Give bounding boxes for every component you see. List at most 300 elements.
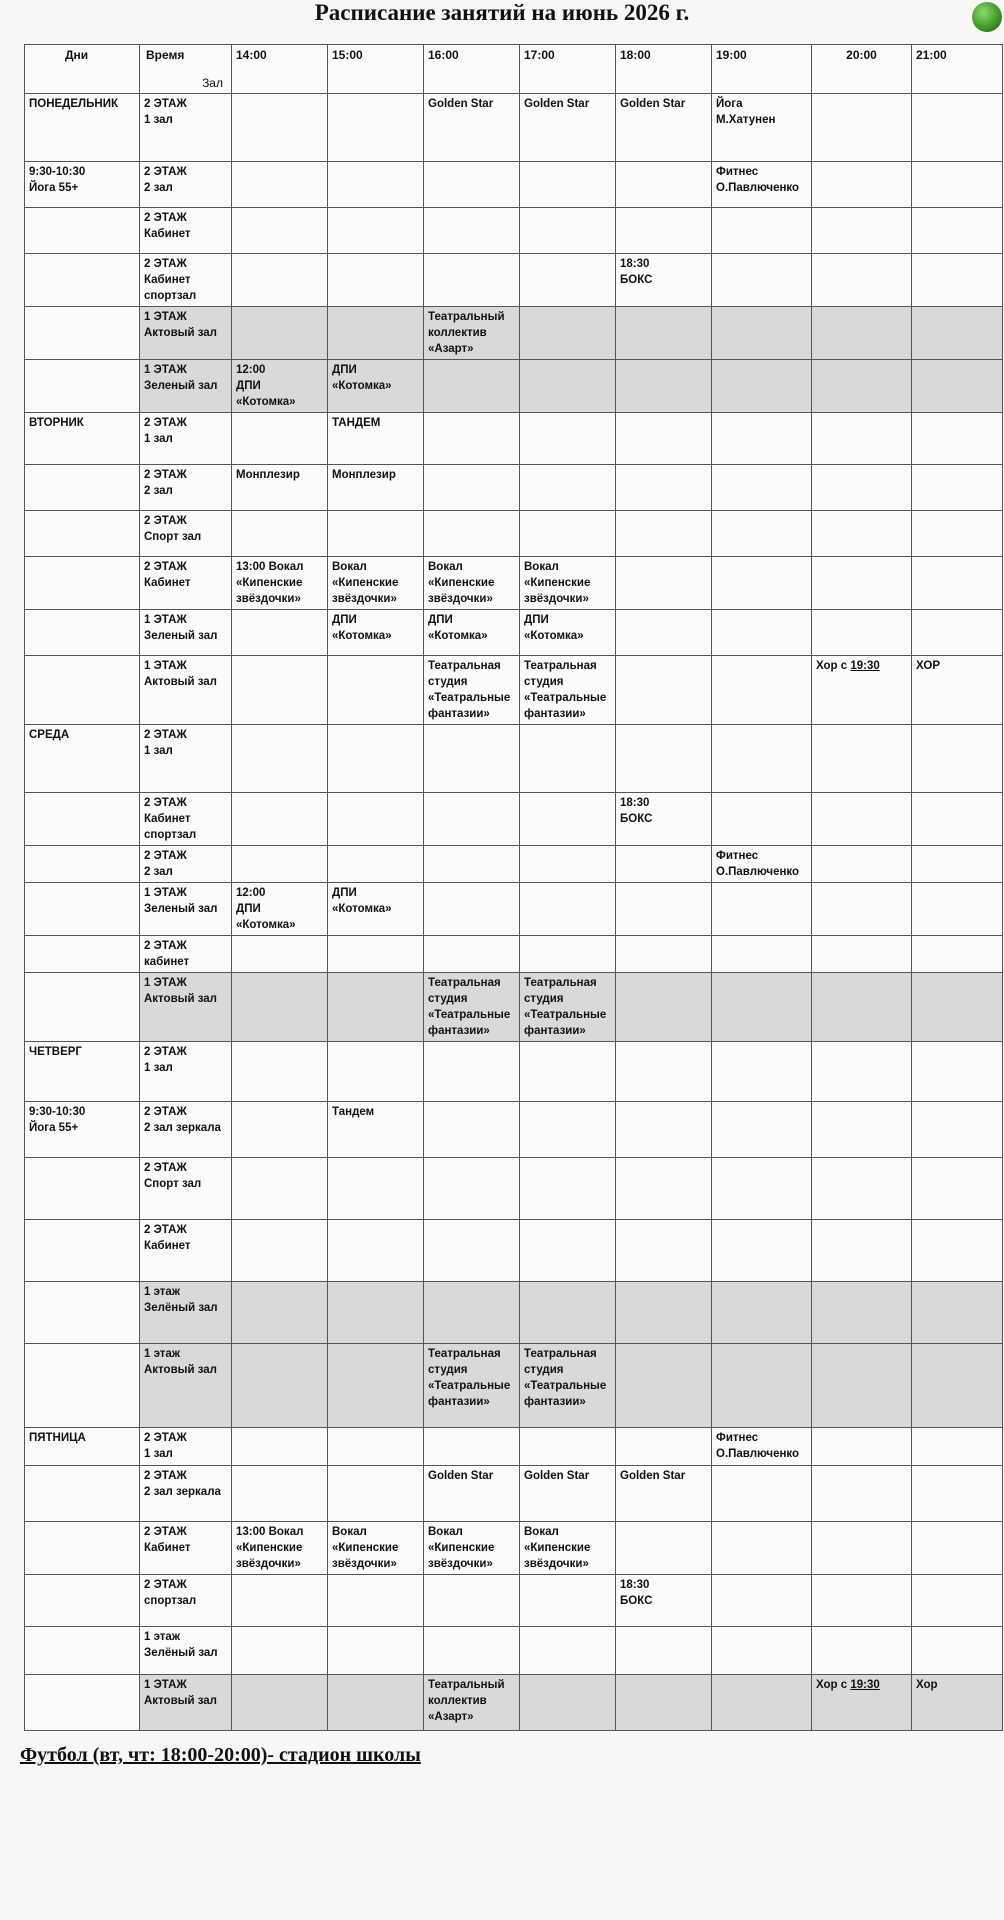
day-cell (25, 360, 140, 413)
activity-cell (520, 1042, 616, 1102)
activity-cell (520, 1675, 616, 1731)
day-cell (25, 656, 140, 725)
activity-cell (616, 1522, 712, 1575)
activity-cell (328, 162, 424, 208)
activity-cell (812, 610, 912, 656)
activity-cell: Golden Star (520, 94, 616, 162)
activity-cell (912, 1042, 1003, 1102)
activity-cell (424, 1102, 520, 1158)
activity-cell (712, 1575, 812, 1627)
hall-cell: 2 ЭТАЖ Кабинет (140, 557, 232, 610)
activity-cell (424, 1042, 520, 1102)
activity-cell (424, 511, 520, 557)
hall-cell: 2 ЭТАЖ Кабинет (140, 1220, 232, 1282)
day-cell: 9:30-10:30 Йога 55+ (25, 1102, 140, 1158)
activity-cell (712, 360, 812, 413)
table-row (25, 1344, 1003, 1428)
activity-cell: Вокал «Кипенские звёздочки» (424, 1522, 520, 1575)
hall-header-label: Зал (202, 76, 223, 90)
activity-cell (424, 1220, 520, 1282)
activity-cell (424, 1282, 520, 1344)
time-header: 20:00 (812, 45, 912, 94)
activity-cell (616, 208, 712, 254)
activity-cell (912, 1344, 1003, 1428)
activity-cell (232, 1282, 328, 1344)
activity-cell: Фитнес О.Павлюченко (712, 1428, 812, 1466)
hall-cell: 2 ЭТАЖ Спорт зал (140, 1158, 232, 1220)
activity-cell (424, 465, 520, 511)
activity-cell (520, 1102, 616, 1158)
activity-cell (328, 793, 424, 846)
activity-cell (520, 883, 616, 936)
activity-cell (616, 557, 712, 610)
activity-cell (328, 1466, 424, 1522)
activity-cell (520, 413, 616, 465)
table-row (25, 883, 1003, 936)
activity-cell (812, 511, 912, 557)
activity-cell (520, 1158, 616, 1220)
activity-cell (812, 307, 912, 360)
hall-cell: 2 ЭТАЖ 1 зал (140, 1042, 232, 1102)
days-header: Дни (25, 45, 140, 94)
activity-cell: Вокал «Кипенские звёздочки» (520, 557, 616, 610)
day-cell (25, 1575, 140, 1627)
activity-cell: ДПИ «Котомка» (328, 610, 424, 656)
activity-cell (616, 162, 712, 208)
activity-cell (232, 1344, 328, 1428)
day-cell (25, 1158, 140, 1220)
activity-cell: Golden Star (616, 1466, 712, 1522)
activity-cell (912, 1220, 1003, 1282)
activity-cell: Golden Star (424, 1466, 520, 1522)
day-cell (25, 511, 140, 557)
activity-cell (616, 973, 712, 1042)
activity-cell (424, 413, 520, 465)
activity-cell (812, 208, 912, 254)
activity-cell (328, 936, 424, 973)
activity-cell (812, 793, 912, 846)
activity-cell (812, 1102, 912, 1158)
activity-cell (232, 846, 328, 883)
activity-cell (712, 973, 812, 1042)
activity-cell (232, 1158, 328, 1220)
activity-cell: Вокал «Кипенские звёздочки» (424, 557, 520, 610)
activity-cell (424, 208, 520, 254)
activity-cell: 18:30 БОКС (616, 254, 712, 307)
hall-cell: 2 ЭТАЖ Кабинет (140, 208, 232, 254)
activity-cell (424, 162, 520, 208)
activity-cell (712, 465, 812, 511)
activity-cell (232, 94, 328, 162)
activity-cell (520, 793, 616, 846)
activity-cell (712, 511, 812, 557)
table-row (25, 725, 1003, 793)
table-row (25, 1675, 1003, 1731)
activity-cell (712, 1466, 812, 1522)
time-header: 17:00 (520, 45, 616, 94)
activity-cell (712, 793, 812, 846)
table-row (25, 1466, 1003, 1522)
activity-cell (520, 360, 616, 413)
hall-cell: 2 ЭТАЖ 2 зал (140, 162, 232, 208)
activity-cell: Театральная студия «Театральные фантазии» (424, 656, 520, 725)
activity-cell (424, 1158, 520, 1220)
table-row (25, 846, 1003, 883)
activity-cell (712, 1675, 812, 1731)
activity-cell (616, 936, 712, 973)
activity-cell (616, 1675, 712, 1731)
activity-cell (328, 1158, 424, 1220)
activity-cell (812, 1575, 912, 1627)
activity-cell (424, 1627, 520, 1675)
activity-cell (912, 254, 1003, 307)
activity-cell (712, 1522, 812, 1575)
activity-cell (328, 846, 424, 883)
activity-cell (812, 413, 912, 465)
table-row (25, 656, 1003, 725)
activity-cell (812, 1158, 912, 1220)
activity-cell (616, 846, 712, 883)
activity-cell: 18:30 БОКС (616, 1575, 712, 1627)
hall-cell: 2 ЭТАЖ 2 зал зеркала (140, 1102, 232, 1158)
activity-cell (328, 94, 424, 162)
activity-cell: ХОР (912, 656, 1003, 725)
day-cell (25, 1466, 140, 1522)
activity-cell (912, 208, 1003, 254)
activity-cell (232, 511, 328, 557)
activity-cell: Хор с 19:30 (812, 1675, 912, 1731)
hall-cell: 2 ЭТАЖ Спорт зал (140, 511, 232, 557)
table-row (25, 413, 1003, 465)
day-cell (25, 208, 140, 254)
activity-cell: 12:00 ДПИ «Котомка» (232, 883, 328, 936)
activity-cell (232, 208, 328, 254)
activity-cell: Театральный коллектив «Азарт» (424, 1675, 520, 1731)
activity-cell (232, 162, 328, 208)
activity-cell (424, 1575, 520, 1627)
hall-cell: 2 ЭТАЖ Кабинет спортзал (140, 254, 232, 307)
activity-cell (912, 1575, 1003, 1627)
activity-cell (712, 208, 812, 254)
activity-cell: ДПИ «Котомка» (424, 610, 520, 656)
hall-cell: 2 ЭТАЖ Кабинет спортзал (140, 793, 232, 846)
activity-cell (232, 973, 328, 1042)
activity-cell (232, 1466, 328, 1522)
activity-cell (328, 1575, 424, 1627)
time-header: 19:00 (712, 45, 812, 94)
activity-cell: ДПИ «Котомка» (520, 610, 616, 656)
day-cell (25, 846, 140, 883)
activity-cell: ДПИ «Котомка» (328, 883, 424, 936)
day-cell (25, 254, 140, 307)
activity-cell (520, 1428, 616, 1466)
activity-cell (712, 1220, 812, 1282)
hall-cell: 1 ЭТАЖ Зеленый зал (140, 360, 232, 413)
activity-cell (712, 413, 812, 465)
activity-cell (912, 883, 1003, 936)
table-row (25, 1042, 1003, 1102)
day-cell (25, 465, 140, 511)
activity-cell (232, 793, 328, 846)
activity-cell (520, 254, 616, 307)
activity-cell (520, 1575, 616, 1627)
activity-cell (328, 1675, 424, 1731)
hall-cell: 2 ЭТАЖ 1 зал (140, 94, 232, 162)
table-row (25, 1428, 1003, 1466)
activity-cell (616, 1627, 712, 1675)
day-cell: ВТОРНИК (25, 413, 140, 465)
activity-cell (520, 936, 616, 973)
activity-cell (328, 208, 424, 254)
activity-cell (912, 1522, 1003, 1575)
hall-cell: 1 ЭТАЖ Актовый зал (140, 307, 232, 360)
time-header: 15:00 (328, 45, 424, 94)
activity-cell: Вокал «Кипенские звёздочки» (520, 1522, 616, 1575)
activity-cell (912, 1627, 1003, 1675)
activity-cell (424, 254, 520, 307)
hall-cell: 2 ЭТАЖ 1 зал (140, 725, 232, 793)
activity-cell (616, 656, 712, 725)
activity-cell (232, 1675, 328, 1731)
activity-cell (424, 883, 520, 936)
activity-cell (232, 1102, 328, 1158)
day-cell (25, 1627, 140, 1675)
table-row (25, 1575, 1003, 1627)
activity-cell (232, 1220, 328, 1282)
activity-cell (328, 1220, 424, 1282)
activity-cell (232, 254, 328, 307)
activity-cell (328, 1344, 424, 1428)
activity-cell (912, 307, 1003, 360)
day-cell (25, 1220, 140, 1282)
activity-cell (616, 511, 712, 557)
activity-cell: Golden Star (616, 94, 712, 162)
activity-cell (616, 360, 712, 413)
hall-cell: 1 ЭТАЖ Зеленый зал (140, 610, 232, 656)
activity-cell (232, 1575, 328, 1627)
activity-cell (424, 846, 520, 883)
activity-cell (520, 1627, 616, 1675)
activity-cell: ТАНДЕМ (328, 413, 424, 465)
activity-cell (812, 162, 912, 208)
activity-cell (232, 725, 328, 793)
hall-cell: 1 ЭТАЖ Актовый зал (140, 656, 232, 725)
header-row (25, 45, 1003, 94)
hall-cell: 1 этаж Зелёный зал (140, 1627, 232, 1675)
activity-cell (912, 793, 1003, 846)
activity-cell (812, 1042, 912, 1102)
activity-cell (912, 1158, 1003, 1220)
activity-cell: Golden Star (424, 94, 520, 162)
schedule-body (25, 94, 1003, 1731)
activity-cell (812, 973, 912, 1042)
hall-cell: 2 ЭТАЖ 2 зал (140, 465, 232, 511)
activity-cell (616, 413, 712, 465)
activity-cell (616, 1102, 712, 1158)
activity-cell (812, 1466, 912, 1522)
day-cell (25, 793, 140, 846)
activity-cell (232, 1042, 328, 1102)
activity-cell (912, 511, 1003, 557)
activity-cell (712, 725, 812, 793)
activity-cell (328, 1627, 424, 1675)
table-row (25, 1522, 1003, 1575)
activity-cell (712, 1158, 812, 1220)
activity-cell (616, 883, 712, 936)
activity-cell (912, 1428, 1003, 1466)
table-row (25, 360, 1003, 413)
day-cell (25, 883, 140, 936)
activity-cell (232, 307, 328, 360)
activity-cell (812, 1522, 912, 1575)
activity-cell (328, 307, 424, 360)
day-cell: 9:30-10:30 Йога 55+ (25, 162, 140, 208)
activity-cell (712, 1344, 812, 1428)
activity-cell (912, 1466, 1003, 1522)
activity-cell: 18:30 БОКС (616, 793, 712, 846)
activity-cell: Театральная студия «Театральные фантазии» (424, 1344, 520, 1428)
activity-cell (912, 936, 1003, 973)
schedule-table (24, 44, 1003, 1731)
activity-cell: Фитнес О.Павлюченко (712, 846, 812, 883)
activity-cell (812, 1627, 912, 1675)
day-cell (25, 1344, 140, 1428)
activity-cell (328, 656, 424, 725)
activity-cell (424, 936, 520, 973)
time-header: 21:00 (912, 45, 1003, 94)
activity-cell (712, 610, 812, 656)
table-row (25, 1627, 1003, 1675)
activity-cell (424, 725, 520, 793)
activity-cell (328, 1042, 424, 1102)
hall-cell: 1 ЭТАЖ Зеленый зал (140, 883, 232, 936)
activity-cell (616, 725, 712, 793)
activity-cell: Тандем (328, 1102, 424, 1158)
activity-cell (328, 254, 424, 307)
activity-cell (712, 557, 812, 610)
activity-cell: Фитнес О.Павлюченко (712, 162, 812, 208)
table-row (25, 307, 1003, 360)
activity-cell (912, 94, 1003, 162)
activity-cell (232, 1428, 328, 1466)
activity-cell (912, 557, 1003, 610)
table-row (25, 610, 1003, 656)
table-row (25, 208, 1003, 254)
activity-cell: 13:00 Вокал «Кипенские звёздочки» (232, 557, 328, 610)
time-header: 16:00 (424, 45, 520, 94)
day-cell (25, 1522, 140, 1575)
activity-cell (812, 846, 912, 883)
activity-cell (812, 725, 912, 793)
activity-cell (616, 1042, 712, 1102)
activity-cell (424, 360, 520, 413)
activity-cell (912, 413, 1003, 465)
activity-cell: 12:00 ДПИ «Котомка» (232, 360, 328, 413)
activity-cell (328, 1428, 424, 1466)
activity-cell (712, 1627, 812, 1675)
time-header: 18:00 (616, 45, 712, 94)
activity-cell (520, 208, 616, 254)
activity-cell (712, 883, 812, 936)
activity-cell (520, 162, 616, 208)
activity-cell (232, 610, 328, 656)
table-row (25, 1282, 1003, 1344)
activity-cell (912, 973, 1003, 1042)
activity-cell (616, 1344, 712, 1428)
table-row (25, 465, 1003, 511)
hall-cell: 1 этаж Актовый зал (140, 1344, 232, 1428)
time-hall-header (140, 45, 232, 94)
activity-cell (520, 725, 616, 793)
activity-cell (812, 936, 912, 973)
activity-cell (712, 656, 812, 725)
activity-cell (712, 1282, 812, 1344)
activity-cell (712, 1102, 812, 1158)
activity-cell (232, 1627, 328, 1675)
table-row (25, 1158, 1003, 1220)
activity-cell (812, 254, 912, 307)
day-cell (25, 557, 140, 610)
activity-cell (520, 1220, 616, 1282)
table-row (25, 1220, 1003, 1282)
activity-cell: Театральная студия «Театральные фантазии» (424, 973, 520, 1042)
activity-cell (712, 936, 812, 973)
activity-cell (616, 1158, 712, 1220)
activity-cell (232, 413, 328, 465)
table-row (25, 973, 1003, 1042)
activity-cell (812, 557, 912, 610)
activity-cell: Йога М.Хатунен (712, 94, 812, 162)
day-cell (25, 1675, 140, 1731)
activity-cell (912, 360, 1003, 413)
activity-cell: Театральный коллектив «Азарт» (424, 307, 520, 360)
activity-cell (520, 465, 616, 511)
activity-cell (812, 883, 912, 936)
hall-cell: 1 ЭТАЖ Актовый зал (140, 1675, 232, 1731)
table-row (25, 793, 1003, 846)
day-cell (25, 973, 140, 1042)
activity-cell (912, 1102, 1003, 1158)
hall-cell: 2 ЭТАЖ спортзал (140, 1575, 232, 1627)
activity-cell (812, 1220, 912, 1282)
activity-cell (912, 846, 1003, 883)
table-row (25, 94, 1003, 162)
activity-cell (232, 656, 328, 725)
activity-cell: Монплезир (232, 465, 328, 511)
day-cell: СРЕДА (25, 725, 140, 793)
hall-cell: 1 этаж Зелёный зал (140, 1282, 232, 1344)
activity-cell (812, 360, 912, 413)
time-header: 14:00 (232, 45, 328, 94)
activity-cell (328, 1282, 424, 1344)
activity-cell (912, 610, 1003, 656)
hall-cell: 2 ЭТАЖ 1 зал (140, 1428, 232, 1466)
hall-cell: 2 ЭТАЖ 2 зал зеркала (140, 1466, 232, 1522)
activity-cell: Хор с 19:30 (812, 656, 912, 725)
activity-cell (616, 1282, 712, 1344)
hall-cell: 2 ЭТАЖ Кабинет (140, 1522, 232, 1575)
activity-cell (616, 610, 712, 656)
day-cell: ПОНЕДЕЛЬНИК (25, 94, 140, 162)
day-cell: ПЯТНИЦА (25, 1428, 140, 1466)
activity-cell (712, 1042, 812, 1102)
activity-cell (912, 1282, 1003, 1344)
activity-cell (812, 465, 912, 511)
activity-cell (520, 1282, 616, 1344)
activity-cell: 13:00 Вокал «Кипенские звёздочки» (232, 1522, 328, 1575)
activity-cell (812, 94, 912, 162)
activity-cell (616, 1220, 712, 1282)
